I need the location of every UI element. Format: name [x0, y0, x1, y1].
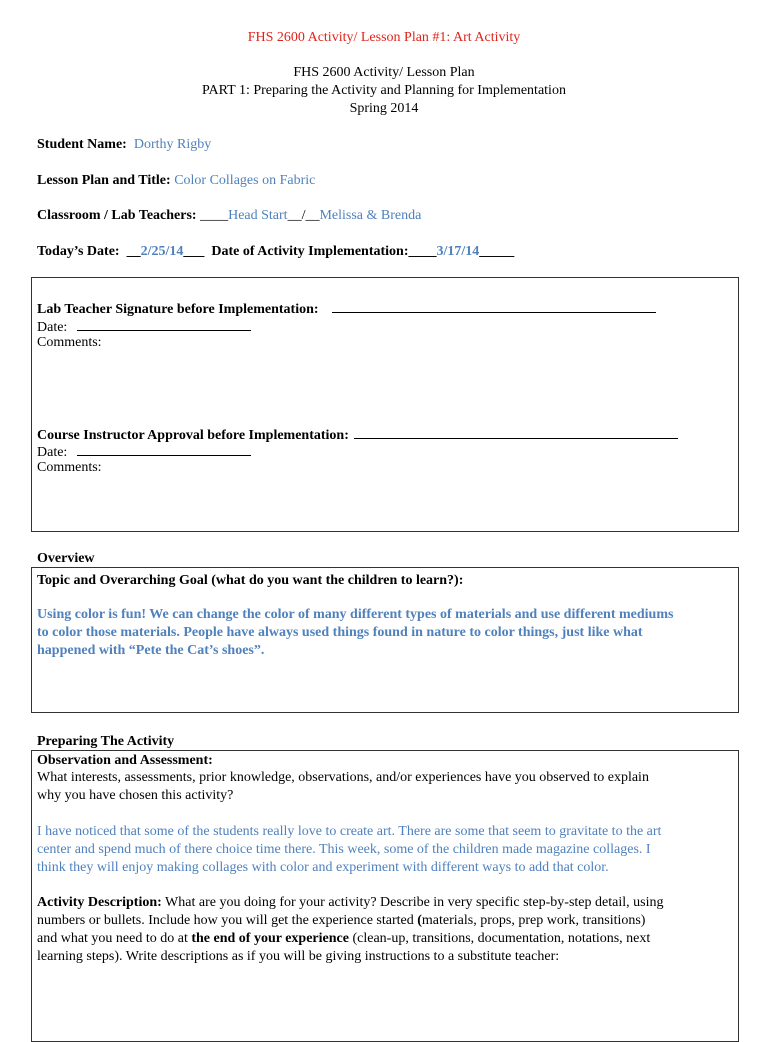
- lesson-title-value: Color Collages on Fabric: [174, 173, 316, 188]
- observation-question-line-2: why you have chosen this activity?: [37, 788, 234, 803]
- todays-date-value: 2/25/14: [140, 244, 184, 259]
- subtitle-semester: Spring 2014: [349, 101, 419, 116]
- date-1-label: Date:: [37, 320, 68, 335]
- document-title: FHS 2600 Activity/ Lesson Plan #1: Art Activity: [247, 30, 521, 45]
- activity-description-label: Activity Description:: [37, 895, 162, 910]
- instructor-approval-label: Course Instructor Approval before Implementation:: [37, 428, 349, 443]
- implementation-date-label: Date of Activity Implementation:: [211, 244, 409, 259]
- comments-1-label: Comments:: [37, 335, 102, 350]
- activity-description-line-3: and what you need to do at the end of your experience (clean-up, transitions, documentation, notations, next: [37, 931, 651, 946]
- lab-signature-label: Lab Teacher Signature before Implementation:: [37, 302, 319, 317]
- observation-question-line-1: What interests, assessments, prior knowledge, observations, and/or experiences have you observed to explain: [37, 770, 649, 785]
- preparing-heading: Preparing The Activity: [37, 734, 175, 749]
- lesson-title-label: Lesson Plan and Title:: [37, 173, 171, 188]
- date-1-line: [77, 316, 251, 331]
- subtitle-line-1: FHS 2600 Activity/ Lesson Plan: [293, 65, 475, 80]
- subtitle-line-2: PART 1: Preparing the Activity and Planning for Implementation: [202, 83, 566, 98]
- observation-answer-line-3: think they will enjoy making collages with color and experiment with different ways to add that color.: [37, 860, 609, 875]
- implementation-date-blank-post: _____: [479, 244, 515, 259]
- student-name-value: Dorthy Rigby: [133, 137, 212, 152]
- teachers-blank-pre: ____: [200, 208, 229, 223]
- topic-goal-answer-line-3: happened with “Pete the Cat’s shoes”.: [37, 643, 265, 658]
- teachers-separator: __/__: [287, 208, 320, 223]
- overview-heading: Overview: [37, 551, 95, 566]
- topic-goal-answer-line-1: Using color is fun! We can change the color of many different types of materials and use different mediums: [37, 607, 674, 622]
- lab-signature-line: [332, 298, 656, 313]
- todays-date-blank-post: ___: [183, 244, 205, 259]
- date-2-label: Date:: [37, 445, 68, 460]
- teachers-label: Classroom / Lab Teachers:: [37, 208, 197, 223]
- teachers-value-2: Melissa & Brenda: [319, 208, 422, 223]
- student-name-row: [37, 136, 211, 154]
- student-name-label: Student Name:: [37, 137, 127, 152]
- todays-date-label: Today’s Date:: [37, 244, 120, 259]
- implementation-date-value: 3/17/14: [436, 244, 480, 259]
- observation-answer-line-2: center and spend much of there choice time there. This week, some of the children made magazine collages. I: [37, 842, 651, 857]
- date-2-line: [77, 441, 251, 456]
- observation-answer-line-1: I have noticed that some of the students really love to create art. There are some that seem to gravitate to the art: [37, 824, 662, 839]
- dates-row: [37, 243, 514, 261]
- comments-2-label: Comments:: [37, 460, 102, 475]
- activity-description-line-1: Activity Description: What are you doing for your activity? Describe in very specific step-by-step detail, using: [37, 895, 664, 910]
- teachers-value-1: Head Start: [228, 208, 288, 223]
- observation-label: Observation and Assessment:: [37, 753, 213, 768]
- lesson-title-row: [37, 172, 315, 190]
- instructor-approval-line: [354, 424, 678, 439]
- activity-description-line-2: numbers or bullets. Include how you will get the experience started (materials, props, prep work, transitions): [37, 913, 646, 928]
- topic-goal-label: Topic and Overarching Goal (what do you want the children to learn?):: [37, 573, 464, 588]
- activity-description-line-4: learning steps). Write descriptions as if you will be giving instructions to a substitute teacher:: [37, 949, 560, 964]
- todays-date-blank-pre: __: [126, 244, 141, 259]
- teachers-row: [37, 207, 421, 225]
- topic-goal-answer-line-2: to color those materials. People have always used things found in nature to color things, just like what: [37, 625, 643, 640]
- implementation-date-blank-pre: ____: [408, 244, 437, 259]
